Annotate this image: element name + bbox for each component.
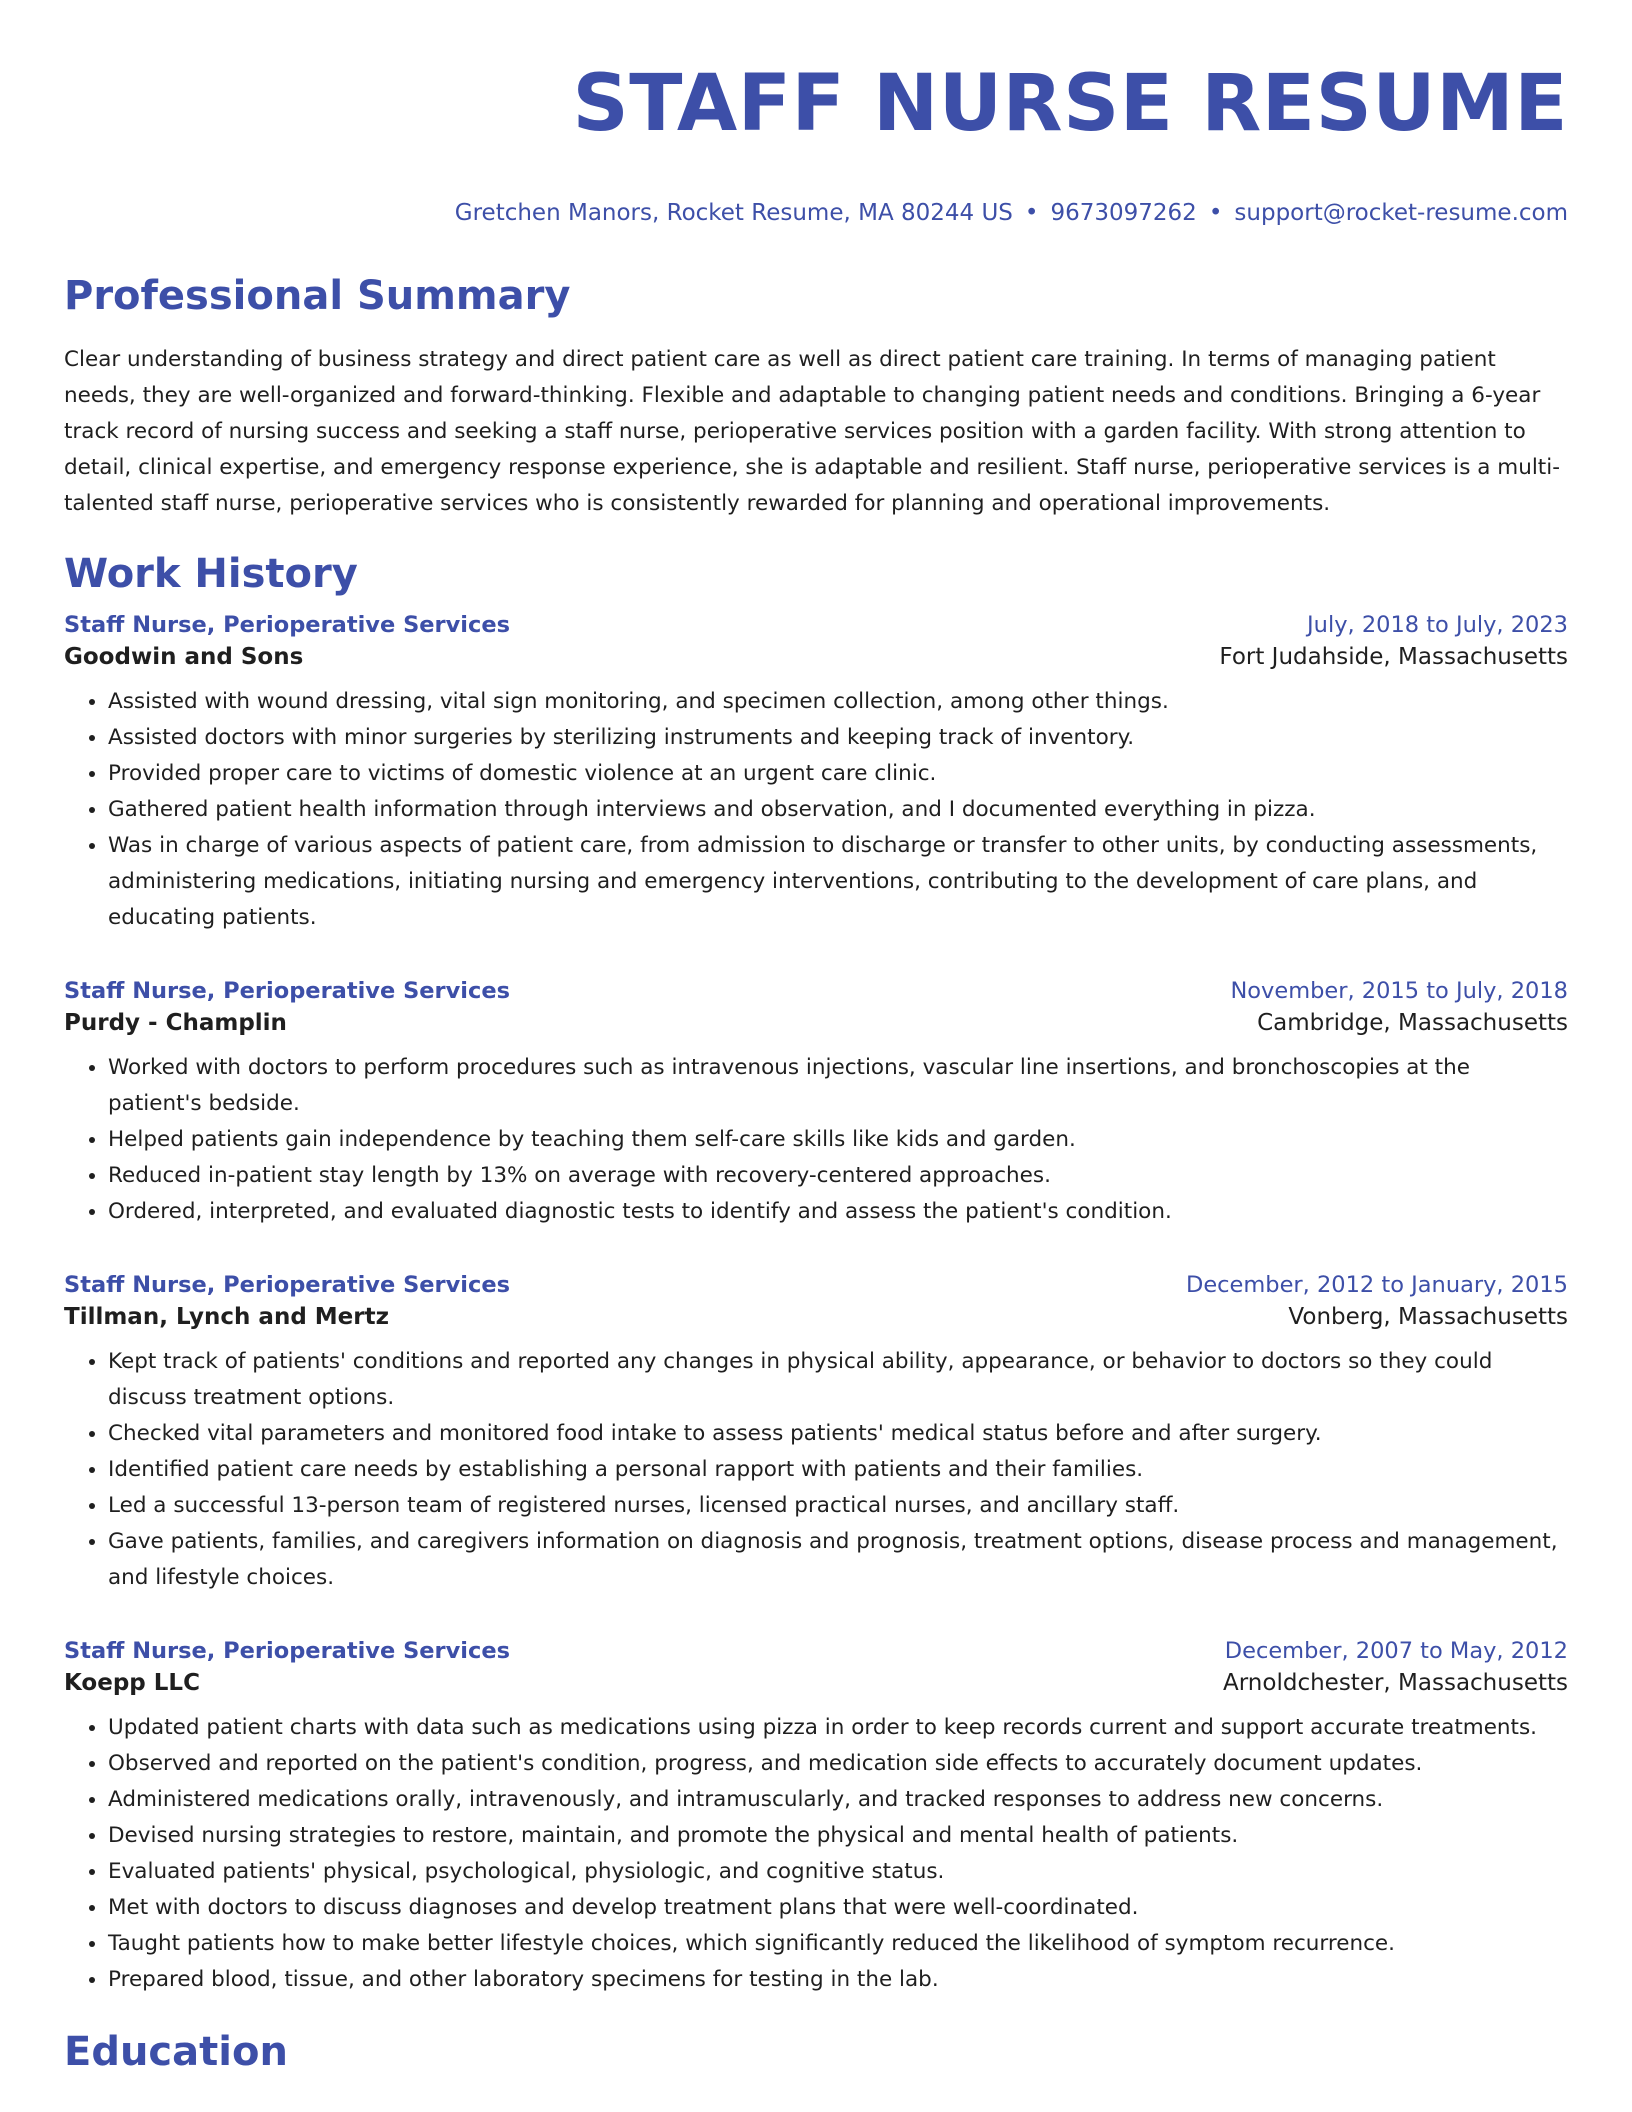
job-company: Purdy - Champlin	[64, 1010, 287, 1036]
contact-line	[64, 198, 1568, 228]
job-bullet: • Assisted with wound dressing, vital sign monitoring, and specimen collection, among other things.	[108, 684, 1568, 720]
job-company-row	[64, 1304, 1568, 1330]
job-location: Fort Judahside, Massachusetts	[1219, 644, 1568, 670]
job-location: Arnoldchester, Massachusetts	[1223, 1670, 1568, 1696]
job-bullet: • Gathered patient health information through interviews and observation, and I documented everything in pizza.	[108, 792, 1568, 828]
job-header-row	[64, 978, 1568, 1004]
job-bullet: • Evaluated patients' physical, psychological, physiologic, and cognitive status.	[108, 1854, 1568, 1890]
job-bullet: • Worked with doctors to perform procedures such as intravenous injections, vascular line insertions, and bronchoscopies at the patient's bedside.	[108, 1050, 1568, 1122]
page-title: STAFF NURSE RESUME	[572, 59, 1568, 149]
job-dates: December, 2012 to January, 2015	[1186, 1272, 1568, 1298]
contact-separator: •	[1208, 200, 1223, 226]
job-bullet-list	[64, 1050, 1568, 1230]
contact-address: Gretchen Manors, Rocket Resume, MA 80244 US	[454, 200, 1013, 226]
job-bullet: • Helped patients gain independence by teaching them self-care skills like kids and garden.	[108, 1122, 1568, 1158]
job-bullet: • Prepared blood, tissue, and other laboratory specimens for testing in the lab.	[108, 1962, 1568, 1998]
job-bullet: • Observed and reported on the patient's condition, progress, and medication side effects to accurately document updates.	[108, 1746, 1568, 1782]
job-header-row	[64, 1272, 1568, 1298]
contact-separator: •	[1024, 200, 1039, 226]
job-list	[64, 612, 1568, 1998]
work-history-heading: Work History	[64, 551, 358, 597]
job-bullet-list	[64, 684, 1568, 936]
job-entry	[64, 1638, 1568, 1998]
job-title: Staff Nurse, Perioperative Services	[64, 978, 511, 1004]
contact-phone: 9673097262	[1050, 200, 1197, 226]
job-bullet: • Was in charge of various aspects of patient care, from admission to discharge or transfer to other units, by conducting assessments, administering medications, initiating nursing and emergency interventions, contributing to the development of care plans, and educating patients.	[108, 828, 1568, 936]
job-bullet: • Gave patients, families, and caregivers information on diagnosis and prognosis, treatment options, disease process and management, and lifestyle choices.	[108, 1524, 1568, 1596]
job-bullet: • Met with doctors to discuss diagnoses and develop treatment plans that were well-coordinated.	[108, 1890, 1568, 1926]
job-header-row	[64, 612, 1568, 638]
job-entry	[64, 1272, 1568, 1596]
job-location: Vonberg, Massachusetts	[1288, 1304, 1568, 1330]
job-bullet-list	[64, 1344, 1568, 1596]
job-entry	[64, 978, 1568, 1230]
job-bullet: • Reduced in-patient stay length by 13% on average with recovery-centered approaches.	[108, 1158, 1568, 1194]
summary-heading: Professional Summary	[64, 273, 571, 319]
job-bullet: • Assisted doctors with minor surgeries by sterilizing instruments and keeping track of inventory.	[108, 720, 1568, 756]
job-bullet: • Administered medications orally, intravenously, and intramuscularly, and tracked responses to address new concerns.	[108, 1782, 1568, 1818]
job-bullet-list	[64, 1710, 1568, 1998]
job-bullet: • Devised nursing strategies to restore, maintain, and promote the physical and mental health of patients.	[108, 1818, 1568, 1854]
education-heading: Education	[64, 2029, 288, 2075]
job-bullet: • Led a successful 13-person team of registered nurses, licensed practical nurses, and ancillary staff.	[108, 1488, 1568, 1524]
job-location: Cambridge, Massachusetts	[1257, 1010, 1568, 1036]
job-header-row	[64, 1638, 1568, 1664]
job-bullet: • Kept track of patients' conditions and reported any changes in physical ability, appearance, or behavior to doctors so they could discuss treatment options.	[108, 1344, 1568, 1416]
job-bullet: • Updated patient charts with data such as medications using pizza in order to keep records current and support accurate treatments.	[108, 1710, 1568, 1746]
job-bullet: • Ordered, interpreted, and evaluated diagnostic tests to identify and assess the patient's condition.	[108, 1194, 1568, 1230]
job-title: Staff Nurse, Perioperative Services	[64, 612, 511, 638]
job-bullet: • Provided proper care to victims of domestic violence at an urgent care clinic.	[108, 756, 1568, 792]
job-bullet: • Identified patient care needs by establishing a personal rapport with patients and their families.	[108, 1452, 1568, 1488]
contact-email: support@rocket-resume.com	[1234, 200, 1568, 226]
job-bullet: • Taught patients how to make better lifestyle choices, which significantly reduced the likelihood of symptom recurrence.	[108, 1926, 1568, 1962]
job-title: Staff Nurse, Perioperative Services	[64, 1638, 511, 1664]
summary-text: Clear understanding of business strategy and direct patient care as well as direct patient care training. In terms of managing patient needs, they are well-organized and forward-thinking. Flexible and adaptable to changing patient needs and conditions. Bringing a 6-year track record of nursing success and seeking a staff nurse, perioperative services position with a garden facility. With strong attention to detail, clinical expertise, and emergency response experience, she is adaptable and resilient. Staff nurse, perioperative services is a multi-talented staff nurse, perioperative services who is consistently rewarded for planning and operational improvements.	[64, 347, 1560, 516]
job-company: Goodwin and Sons	[64, 644, 304, 670]
job-title: Staff Nurse, Perioperative Services	[64, 1272, 511, 1298]
job-dates: July, 2018 to July, 2023	[1307, 612, 1568, 638]
job-dates: November, 2015 to July, 2018	[1230, 978, 1568, 1004]
job-bullet: • Checked vital parameters and monitored food intake to assess patients' medical status before and after surgery.	[108, 1416, 1568, 1452]
job-dates: December, 2007 to May, 2012	[1224, 1638, 1568, 1664]
job-company-row	[64, 1670, 1568, 1696]
job-company-row	[64, 644, 1568, 670]
job-company-row	[64, 1010, 1568, 1036]
job-company: Koepp LLC	[64, 1670, 200, 1696]
job-entry	[64, 612, 1568, 936]
job-company: Tillman, Lynch and Mertz	[64, 1304, 389, 1330]
